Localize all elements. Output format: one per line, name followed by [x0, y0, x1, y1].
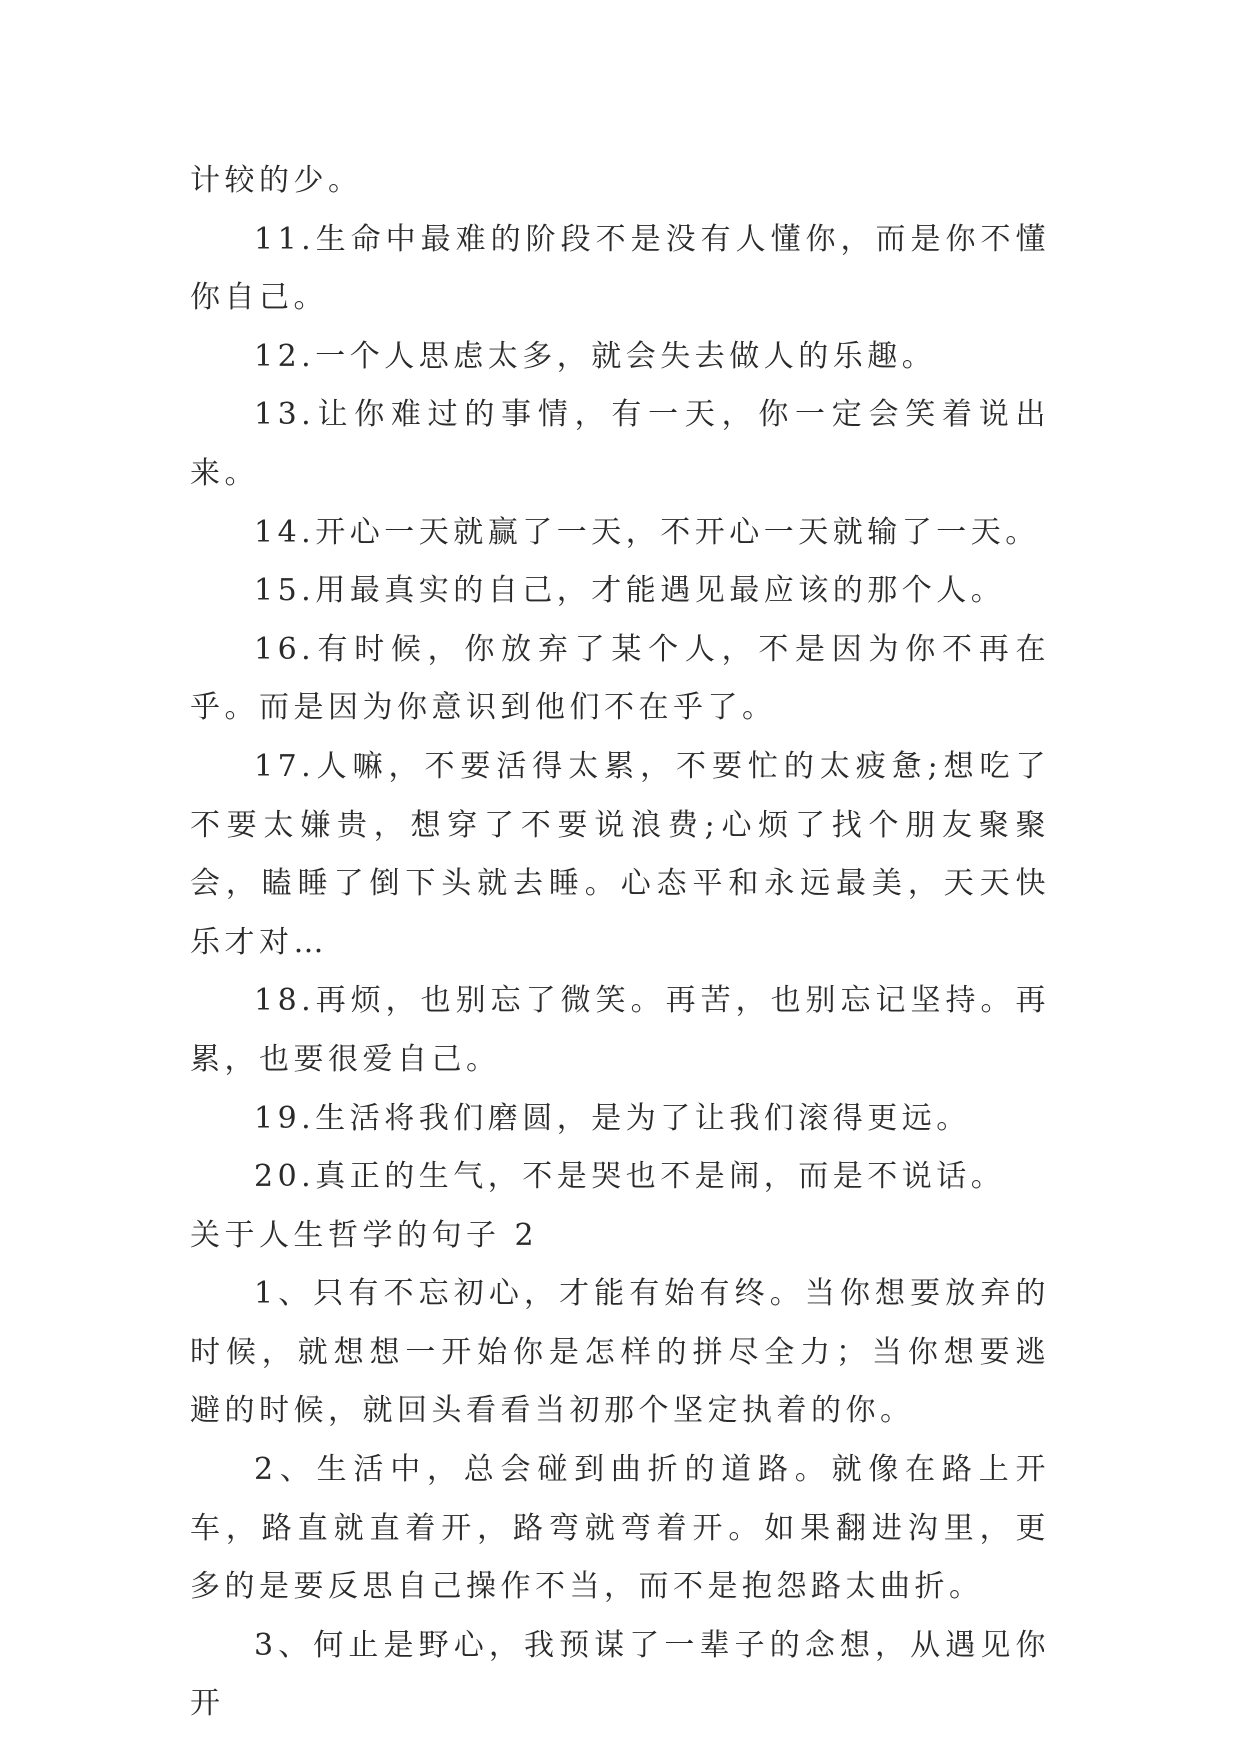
section-heading: 关于人生哲学的句子 2	[190, 1217, 539, 1253]
paragraph-item-17: 17.人嘛，不要活得太累，不要忙的太疲惫;想吃了不要太嫌贵，想穿了不要说浪费;心烦了找个朋友聚聚会，瞌睡了倒下头就去睡。心态平和永远最美，天天快乐才对…	[190, 748, 1050, 960]
paragraph-item-2: 2、生活中，总会碰到曲折的道路。就像在路上开车，路直就直着开，路弯就弯着开。如果翻进沟里，更多的是要反思自己操作不当，而不是抱怨路太曲折。	[190, 1452, 1050, 1605]
paragraph-item-3: 3、何止是野心，我预谋了一辈子的念想，从遇见你开	[190, 1627, 1050, 1722]
paragraph-item-12: 12.一个人思虑太多，就会失去做人的乐趣。	[254, 338, 937, 374]
paragraph-item-18: 18.再烦，也别忘了微笑。再苦，也别忘记坚持。再累，也要很爱自己。	[190, 983, 1050, 1077]
document-page	[190, 152, 1050, 1734]
paragraph-item-11: 11.生命中最难的阶段不是没有人懂你，而是你不懂你自己。	[190, 221, 1050, 316]
paragraph-item-13: 13.让你难过的事情，有一天，你一定会笑着说出来。	[190, 397, 1050, 491]
paragraph-continuation: 计较的少。	[190, 163, 363, 198]
paragraph-item-20: 20.真正的生气，不是哭也不是闹，而是不说话。	[254, 1159, 1006, 1195]
paragraph-item-15: 15.用最真实的自己，才能遇见最应该的那个人。	[254, 573, 1006, 609]
paragraph-item-14: 14.开心一天就赢了一天，不开心一天就输了一天。	[254, 514, 1040, 550]
paragraph-item-16: 16.有时候，你放弃了某个人，不是因为你不再在乎。而是因为你意识到他们不在乎了。	[190, 631, 1050, 726]
paragraph-item-19: 19.生活将我们磨圆，是为了让我们滚得更远。	[254, 1100, 971, 1136]
paragraph-item-1: 1、只有不忘初心，才能有始有终。当你想要放弃的时候，就想想一开始你是怎样的拼尽全力；当你想要逃避的时候，就回头看看当初那个坚定执着的你。	[190, 1276, 1050, 1429]
